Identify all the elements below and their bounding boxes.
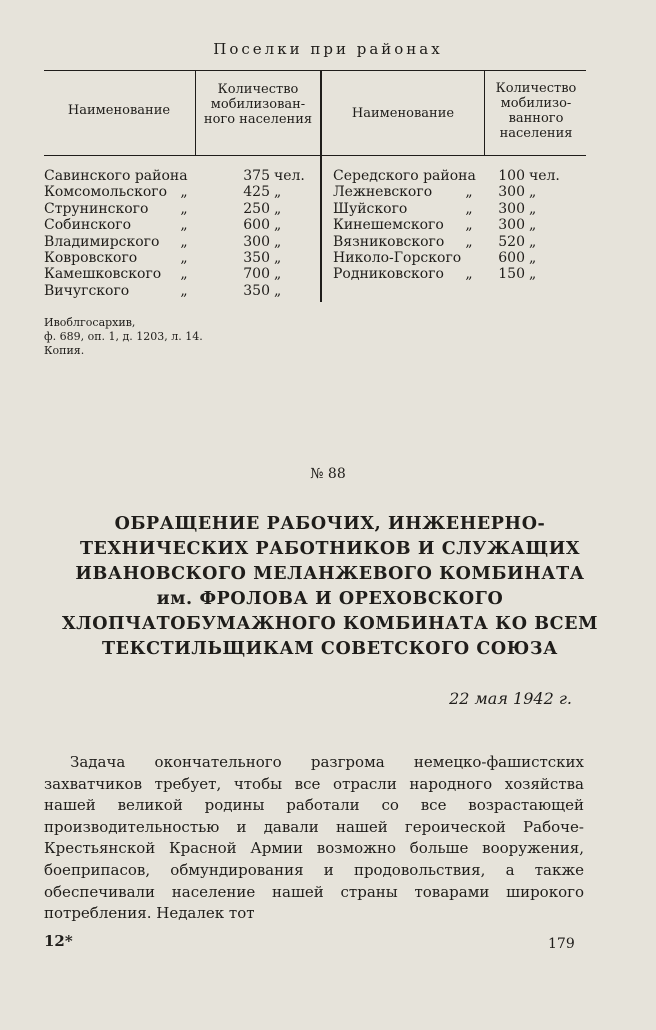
row-name: Лежневского <box>333 184 433 201</box>
table-row <box>333 217 586 233</box>
table-row <box>44 234 320 250</box>
row-quantity: 425 <box>243 184 270 201</box>
row-unit: „ <box>274 282 282 299</box>
document-title: ОБРАЩЕНИЕ РАБОЧИХ, ИНЖЕНЕРНО-ТЕХНИЧЕСКИХ РАБОТНИКОВ И СЛУЖАЩИХ ИВАНОВСКОГО МЕЛАНЖЕВОГО КОМБИНАТА им. ФРОЛОВА И ОРЕХОВСКОГО ХЛОПЧАТОБУМАЖНОГО КОМБИНАТА КО ВСЕМ ТЕКСТИЛЬЩИКАМ СОВЕТСКОГО СОЮЗА <box>61 514 599 659</box>
row-quantity: 600 <box>243 217 270 234</box>
table-row <box>44 283 320 299</box>
row-quantity: 375 <box>243 168 270 184</box>
row-name: Камешковского <box>44 266 162 283</box>
header-line: мобилизо- <box>500 96 572 111</box>
page-number: 179 <box>548 936 575 952</box>
table-row <box>44 266 320 282</box>
archive-line: Ивоблгосархив, <box>44 316 136 329</box>
archive-line: ф. 689, оп. 1, д. 1203, л. 14. <box>44 330 203 343</box>
row-name: Вязниковского <box>333 233 445 250</box>
row-ditto-mark: „ <box>465 217 473 234</box>
table-row <box>333 266 586 282</box>
row-ditto-mark: „ <box>465 200 473 217</box>
table-row <box>333 201 586 217</box>
row-ditto-mark: „ <box>180 233 188 250</box>
row-unit: „ <box>529 266 537 283</box>
row-quantity: 700 <box>243 266 270 283</box>
archive-line: Копия. <box>44 344 85 357</box>
row-name: Струнинского <box>44 200 149 217</box>
row-name: Родниковского <box>333 266 444 283</box>
row-ditto-mark: „ <box>465 233 473 250</box>
page-header-title: Поселки при районах <box>213 40 443 58</box>
row-ditto-mark: „ <box>180 282 188 299</box>
header-line: мобилизован- <box>210 97 306 112</box>
row-quantity: 350 <box>243 282 270 299</box>
row-ditto-mark: „ <box>180 266 188 283</box>
row-ditto-mark: „ <box>180 184 188 201</box>
row-quantity: 520 <box>498 233 525 250</box>
header-line: Количество <box>217 82 299 97</box>
row-name: Савинского района <box>44 168 188 184</box>
table-row <box>44 217 320 233</box>
row-unit: „ <box>529 249 537 266</box>
row-unit: чел. <box>529 168 560 184</box>
table-header-rule <box>44 155 586 156</box>
table-row <box>333 184 586 200</box>
document-body <box>44 752 584 925</box>
row-unit: „ <box>529 233 537 250</box>
row-unit: „ <box>529 200 537 217</box>
row-ditto-mark: „ <box>465 266 473 283</box>
table-row <box>44 184 320 200</box>
table-column-divider <box>484 70 485 155</box>
row-quantity: 300 <box>498 184 525 201</box>
row-unit: „ <box>274 217 282 234</box>
row-name: Вичугского <box>44 282 130 299</box>
row-quantity: 150 <box>498 266 525 283</box>
row-unit: „ <box>274 249 282 266</box>
signature-mark: 12* <box>44 932 73 950</box>
document-date: 22 мая 1942 г. <box>449 689 572 708</box>
row-name: Кинешемского <box>333 217 444 234</box>
row-name: Ковровского <box>44 249 138 266</box>
row-quantity: 300 <box>498 200 525 217</box>
row-unit: „ <box>529 184 537 201</box>
row-unit: „ <box>274 184 282 201</box>
table-row <box>44 168 320 184</box>
row-ditto-mark: „ <box>180 249 188 266</box>
table-row <box>44 250 320 266</box>
archive-reference <box>44 316 203 358</box>
header-line: Количество <box>495 81 577 96</box>
row-name: Середского района <box>333 168 476 184</box>
row-unit: чел. <box>274 168 305 184</box>
table-top-rule <box>44 70 586 71</box>
row-quantity: 300 <box>498 217 525 234</box>
row-quantity: 100 <box>498 168 525 184</box>
row-name: Комсомольского <box>44 184 168 201</box>
row-quantity: 250 <box>243 200 270 217</box>
row-quantity: 350 <box>243 249 270 266</box>
row-ditto-mark: „ <box>465 184 473 201</box>
column-header-quantity-2 <box>486 81 586 141</box>
header-line: населения <box>499 126 573 141</box>
row-quantity: 600 <box>498 249 525 266</box>
table-left-rows <box>44 168 320 299</box>
table-row <box>44 201 320 217</box>
row-quantity: 300 <box>243 233 270 250</box>
table-row <box>333 250 586 266</box>
column-header-name: Наименование <box>67 103 171 118</box>
column-header-name-2: Наименование <box>351 106 455 121</box>
row-unit: „ <box>274 233 282 250</box>
document-number: № 88 <box>310 466 346 482</box>
row-unit: „ <box>274 266 282 283</box>
table-row <box>333 168 586 184</box>
row-ditto-mark: „ <box>180 217 188 234</box>
row-name: Шуйского <box>333 200 408 217</box>
table-center-divider <box>320 70 322 302</box>
table-row <box>333 234 586 250</box>
row-ditto-mark: „ <box>180 200 188 217</box>
row-name: Николо-Горского <box>333 249 462 266</box>
row-unit: „ <box>529 217 537 234</box>
table-right-rows <box>333 168 586 283</box>
header-line: ванного <box>508 111 564 126</box>
body-paragraph: Задача окончательного разгрома немецко-фашистских захватчиков требует, чтобы все отрасли народного хозяйства нашей великой родины работали со все возрастающей производительностью и давали нашей героической Рабоче-Крестьянской Красной Армии возможно больше вооружения, боеприпасов, обмундирования и продовольствия, а также обеспечивали население нашей страны товарами широкого потребления. Недалек тот <box>44 753 584 923</box>
row-name: Собинского <box>44 217 132 234</box>
column-header-quantity <box>196 82 320 127</box>
row-unit: „ <box>274 200 282 217</box>
header-line: ного населения <box>203 112 313 127</box>
row-name: Владимирского <box>44 233 160 250</box>
